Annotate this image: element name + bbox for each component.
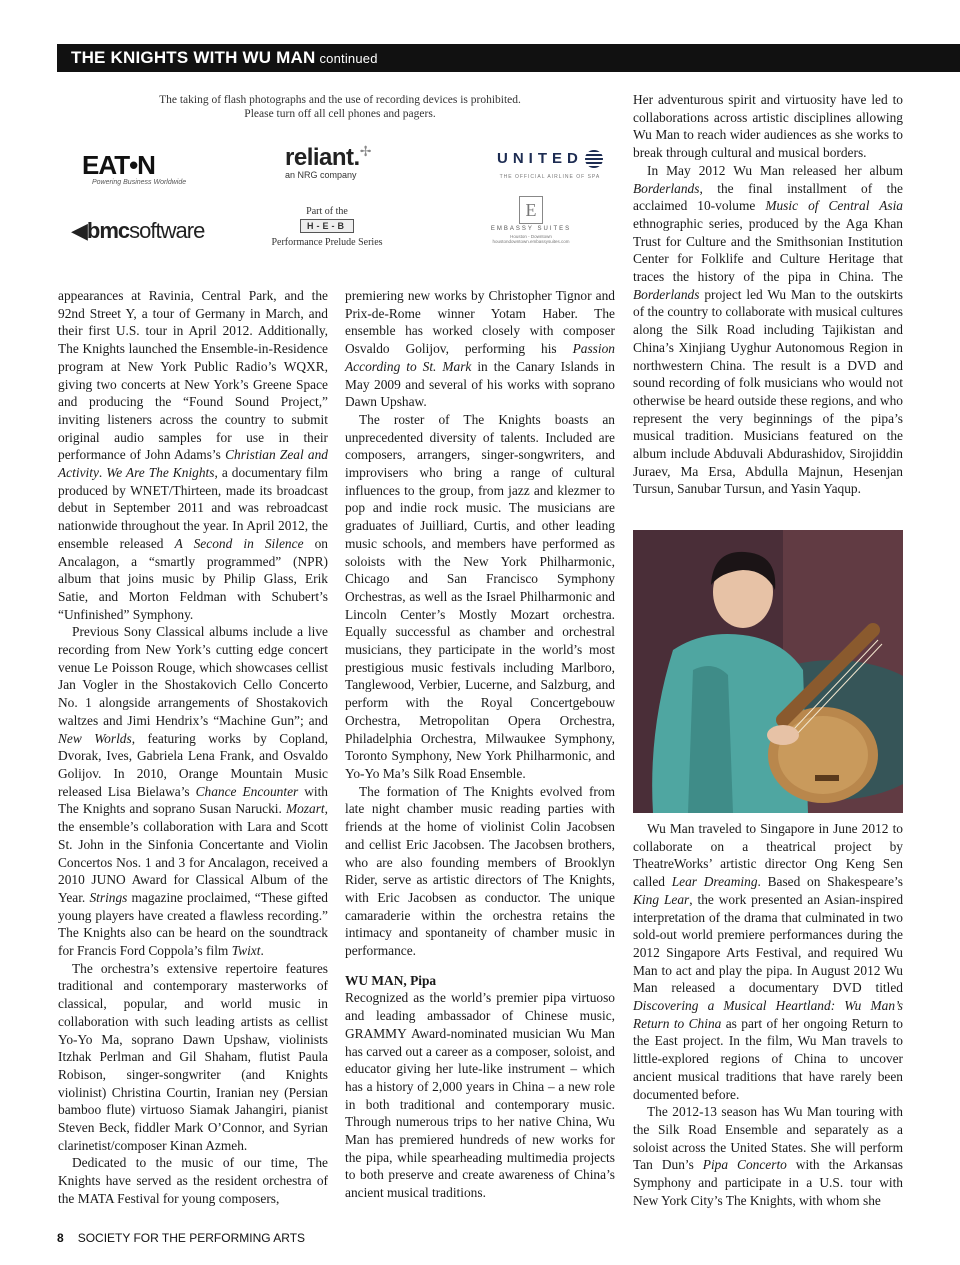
section-header-bar — [57, 44, 960, 72]
bmc-software-logo: ◀bmcsoftware — [71, 218, 205, 243]
sponsor-logos — [57, 130, 617, 270]
paragraph: Wu Man traveled to Singapore in June 2012 to collaborate on a theatrical project by TheatreWorks’ artistic director Ong Keng Sen called Lear Dreaming. Based on Shakespeare’s King Lear, the work presented an Asian-inspired interpretation of the drama that culminated in two sold-out world premiere performances during the 2012 Singapore Arts Festival, and required Wu Man to act and play the pipa. In August 2012 Wu Man released a documentary DVD titled Discovering a Musical Heartland: Wu Man’s Return to China as part of her ongoing Return to the East project. In the film, Wu Man travels to little-explored regions of China to uncover ancient musical traditions that have rarely been documented before. — [633, 821, 904, 1102]
article-column-3-lower — [633, 820, 903, 1209]
paragraph: In May 2012 Wu Man released her album Borderlands, the final installment of the acclaimed 10-volume Music of Central Asia ethnographic series, produced by the Aga Khan Trust for Culture and the Smithsonian Institution Center for Folklife and Culture Heritage that traces the history of the pipa in China. The Borderlands project led Wu Man to the outskirts of the country to collaborate with musical cultures along the Silk Road including Tajikistan and China’s Xinjiang Uyghur Autonomous Region in northwestern China. The result is a DVD and sound recording of folk musicians who would not otherwise be heard outside these regions, and who represent the very beginnings of the pipa’s musical tradition. Musicians featured on the album include Abduvali Abdurashidov, Sirojiddin Juraev, Ma Ersa, Abdulla Majnun, Hesenjan Tursun, Sanubar Tursun, and Yasin Yaqup. — [633, 162, 903, 497]
bmc-arrow-icon: ◀ — [71, 218, 87, 243]
page-footer — [57, 1231, 305, 1245]
eaton-logo: EAT•N Powering Business Worldwide — [82, 150, 187, 186]
section-title: THE KNIGHTS WITH WU MAN continued — [71, 48, 378, 67]
wu-man-pipa-photo — [633, 530, 903, 813]
reliant-star-icon: ✢ — [359, 145, 372, 160]
paragraph: The orchestra’s extensive repertoire features traditional and contemporary masterworks of classical, popular, and world music in collaboration with such leading artists as cellist Yo-Yo Ma, soprano Dawn Upshaw, violinists Itzhak Perlman and Gil Shaham, flutist Paula Robison, singer-songwriter (and Knights violinist) Christina Courtin, Iranian ney (Persian bamboo flute) virtuoso Siamak Jahangiri, pianist Steven Beck, fiddler Mark O’Connor, and Syrian clarinetist/composer Kinan Azmeh. — [58, 960, 328, 1153]
paragraph: premiering new works by Christopher Tignor and Prix-de-Rome winner Yotam Haber. The ensemble has worked closely with composer Osvaldo Golijov, performing his Passion According to St. Mark in the Canary Islands in May 2009 and several of his works with soprano Dawn Upshaw. — [345, 288, 615, 410]
page-number: 8 — [57, 1231, 64, 1245]
paragraph: Her adventurous spirit and virtuosity have led to collaborations across artistic disciplines allowing Wu Man to reach wider audiences as she works to break through cultural and musical borders. — [633, 92, 903, 161]
continued-label: continued — [319, 51, 378, 66]
photo-notice: The taking of flash photographs and the use of recording devices is prohibited. Please turn off all cell phones and pagers. — [159, 94, 521, 120]
paragraph: The formation of The Knights evolved from late night chamber music reading parties with friends at the home of violinist Colin Jacobsen and cellist Eric Jacobsen. The Jacobsen brothers, who are also founding members of Brooklyn Rider, serve as artistic directors of The Knights, with Eric Jacobsen as conductor. The unique camaraderie within the orchestra retains the intimacy and spontaneity of chamber music in performance. — [345, 783, 615, 959]
photo-illustration — [633, 530, 903, 813]
article-column-2 — [345, 287, 615, 1202]
paragraph: The roster of The Knights boasts an unprecedented diversity of talents. Included are composers, arrangers, singer-songwriters, and improvisers who bring a range of cultural influences to the group, from jazz and klezmer to pop and indie rock music. The musicians are graduates of Juilliard, Curtis, and other leading music schools, and members have performed as soloists with the New York Philharmonic, Chicago and San Francisco Symphony Orchestras, as well as the Israel Philharmonic and Lincoln Center’s Mostly Mozart orchestra. Equally successful as chamber and orchestral musicians, they participate in the world’s most prestigious music festivals including Marlboro, Tanglewood, Verbier, Lucerne, and Salzburg, and perform with the Royal Concertgebouw Orchestra, Metropolitan Opera Orchestra, Philadelphia Orchestra, Milwaukee Symphony, Toronto Symphony, New York Philharmonic, and Yo-Yo Ma’s Silk Road Ensemble. — [345, 411, 615, 781]
embassy-suites-logo: E EMBASSY SUITES Houston - Downtown houstondowntown.embassysuites.com — [487, 196, 575, 244]
reliant-logo: reliant.✢ an NRG company — [285, 144, 372, 180]
wu-man-heading: WU MAN, Pipa — [345, 972, 437, 988]
united-logo: UNITED THE OFFICIAL AIRLINE OF SPA — [497, 150, 603, 180]
heb-performance-prelude-logo: Part of the H-E-B Performance Prelude Series — [271, 206, 383, 248]
united-globe-icon — [585, 150, 603, 168]
paragraph: Previous Sony Classical albums include a live recording from New York’s cutting edge concert venue Le Poisson Rouge, which showcases cellist Jan Vogler in the Shostakovich Cello Concerto No. 1 alongside arrangements of Shostakovich waltzes and Jimi Hendrix’s “Machine Gun”; and New Worlds, featuring works by Copland, Dvorak, Ives, Gabriela Lena Frank, and Osvaldo Golijov. In 2010, Orange Mountain Music released Lisa Bielawa’s Chance Encounter with The Knights and soprano Susan Narucki. Mozart, the ensemble’s collaboration with Lara and Scott St. John in the Sinfonia Concertante and Violin Concertos Nos. 1 and 3 for Ancalagon, received a 2010 JUNO Award for Classical Album of the Year. Strings magazine proclaimed, “These gifted young players have created a flawless recording.” The Knights also can be heard on the soundtrack for Francis Ford Coppola’s film Twixt. — [58, 624, 328, 959]
publication-name: SOCIETY FOR THE PERFORMING ARTS — [77, 1231, 306, 1245]
paragraph: Recognized as the world’s premier pipa virtuoso and leading ambassador of Chinese music, GRAMMY Award-nominated musician Wu Man has carved out a career as a composer, soloist, and educator giving her lute-like instrument – which has a history of 2,000 years in China – a new role in both traditional and contemporary music. Through numerous trips to her native China, Wu Man has premiered hundreds of new works for the pipa, while spearheading multimedia projects to both preserve and create awareness of China’s ancient musical traditions. — [345, 990, 615, 1201]
article-column-3 — [633, 91, 903, 498]
article-column-1 — [58, 287, 328, 1208]
paragraph: appearances at Ravinia, Central Park, and the 92nd Street Y, a tour of Germany in March, and their first U.S. tour in April 2012. Additionally, The Knights launched the Ensemble-in-Residence program at New York Public Radio’s WQXR, giving two concerts at New York’s Greene Space and producing the “Found Sound Project,” inviting listeners across the country to submit original audio samples for use in their performance of John Adams’s Christian Zeal and Activity. We Are The Knights, a documentary film produced by WNET/Thirteen, made its broadcast debut in September 2011 and was rebroadcast nationwide throughout the year. In April 2012, the ensemble released A Second in Silence on Ancalagon, a “smartly programmed” (NPR) album that joins music by Philip Glass, Erik Satie, and Morton Feldman with Schubert’s “Unfinished” Symphony. — [58, 288, 328, 622]
paragraph: Dedicated to the music of our time, The Knights have served as the resident orchestra of the MATA Festival for young composers, — [58, 1155, 328, 1206]
paragraph: The 2012-13 season has Wu Man touring with the Silk Road Ensemble and separately as a soloist across the United States. She will perform Tan Dun’s Pipa Concerto with the Arkansas Symphony and participate in a U.S. tour with New York City’s The Knights, with whom she — [633, 1104, 903, 1208]
